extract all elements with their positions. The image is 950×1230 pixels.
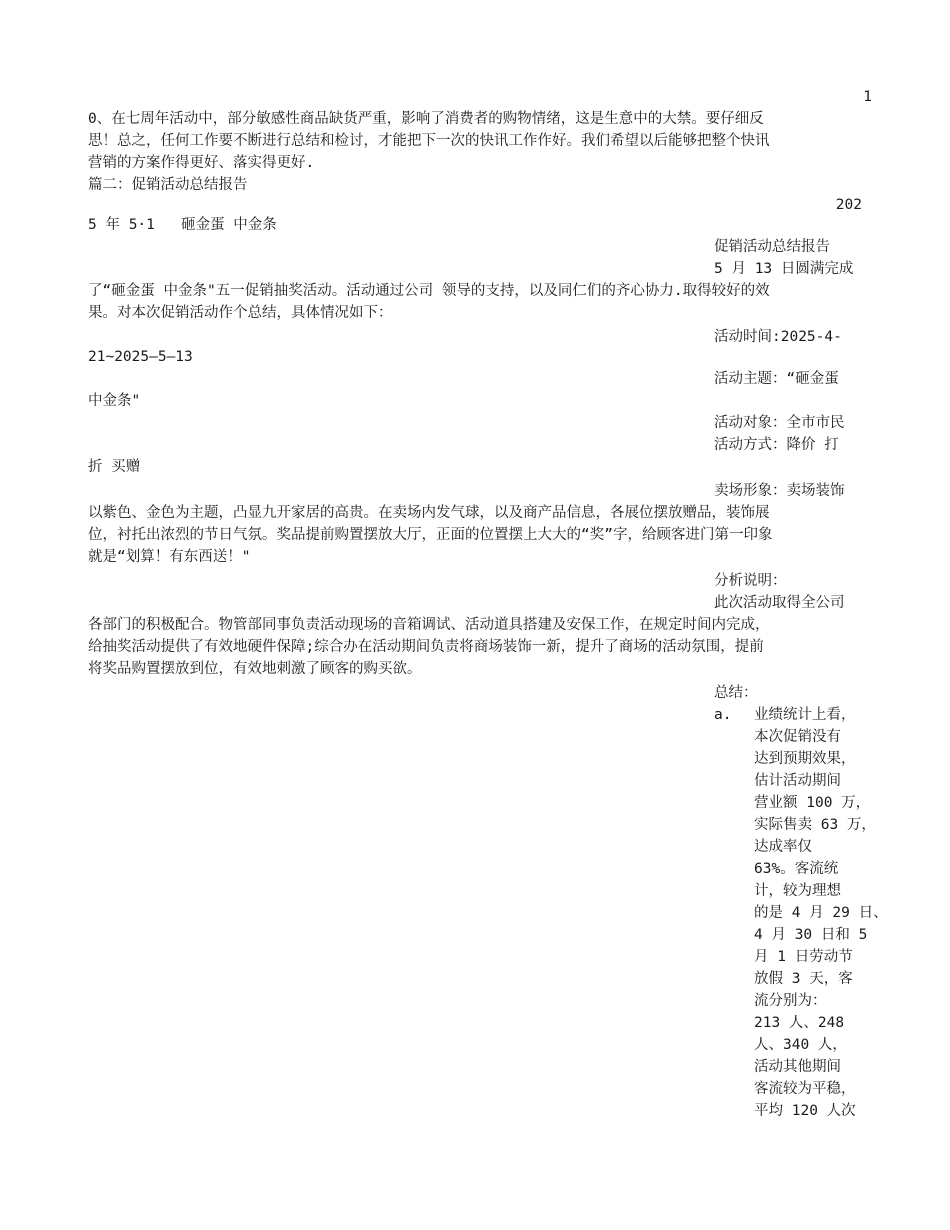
summary-line: 63%。客流统 bbox=[754, 861, 839, 877]
activity-time-cont: 21~2025—5—13 bbox=[88, 349, 193, 365]
paragraph-line: 思！总之，任何工作要不断进行总结和检讨，才能把下一次的快讯工作作好。我们希望以后能够把整个快讯 bbox=[88, 133, 770, 149]
summary-line: 的是 4 月 29 日、 bbox=[754, 905, 888, 921]
activity-method-cont: 折 买赠 bbox=[88, 459, 141, 475]
analysis-line: 各部门的积极配合。物管部同事负责活动现场的音箱调试、活动道具搭建及安保工作，在规定时间内完成， bbox=[88, 617, 770, 633]
store-image-line: 以紫色、金色为主题，凸显九开家居的高贵。在卖场内发气球，以及商产品信息，各展位摆放赠品，装饰展 bbox=[88, 505, 770, 521]
summary-list-marker: a. bbox=[714, 707, 732, 723]
summary-line: 达到预期效果， bbox=[754, 751, 856, 767]
summary-line: 月 1 日劳动节 bbox=[754, 949, 853, 965]
paragraph-line: 0、在七周年活动中，部分敏感性商品缺货严重，影响了消费者的购物情绪，这是生意中的大禁。要仔细反 bbox=[88, 111, 764, 127]
summary-line: 计，较为理想 bbox=[754, 883, 841, 899]
paragraph-line: 营销的方案作得更好、落实得更好. bbox=[88, 155, 315, 171]
section-title: 篇二：促销活动总结报告 bbox=[88, 177, 248, 193]
store-image-label: 卖场形象：卖场装饰 bbox=[714, 483, 845, 499]
year-fragment: 202 bbox=[835, 197, 862, 213]
summary-line: 业绩统计上看， bbox=[754, 707, 856, 723]
report-heading: 促销活动总结报告 bbox=[714, 239, 830, 255]
summary-line: 客流较为平稳， bbox=[754, 1081, 856, 1097]
analysis-start: 此次活动取得全公司 bbox=[714, 595, 845, 611]
summary-line: 营业额 100 万， bbox=[754, 795, 871, 811]
analysis-line: 给抽奖活动提供了有效地硬件保障;综合办在活动期间负责将商场装饰一新，提升了商场的活动氛围，提前 bbox=[88, 639, 764, 655]
activity-target: 活动对象：全市市民 bbox=[714, 415, 845, 431]
summary-line: 实际售卖 63 万， bbox=[754, 817, 876, 833]
activity-theme-label: 活动主题：“砸金蛋 bbox=[714, 371, 839, 387]
summary-line: 4 月 30 日和 5 bbox=[754, 927, 868, 943]
summary-line: 213 人、248 bbox=[754, 1015, 845, 1031]
store-image-line: 就是“划算！有东西送！" bbox=[88, 549, 251, 565]
summary-line: 平均 120 人次 bbox=[754, 1103, 856, 1119]
summary-line: 估计活动期间 bbox=[754, 773, 841, 789]
summary-line: 活动其他期间 bbox=[754, 1059, 841, 1075]
activity-time-label: 活动时间:2025-4- bbox=[714, 329, 842, 345]
page-number: 1 bbox=[863, 89, 872, 105]
summary-column bbox=[754, 704, 888, 1122]
summary-line: 流分别为： bbox=[754, 993, 827, 1009]
analysis-label: 分析说明： bbox=[714, 573, 787, 589]
store-image-line: 位，衬托出浓烈的节日气氛。奖品提前购置摆放大厅，正面的位置摆上大大的“奖”字，给顾客进门第一印象 bbox=[88, 527, 773, 543]
summary-line: 本次促销没有 bbox=[754, 729, 841, 745]
intro-line: 果。对本次促销活动作个总结，具体情况如下： bbox=[88, 305, 393, 321]
summary-label: 总结： bbox=[714, 685, 758, 701]
activity-method-label: 活动方式：降价 打 bbox=[714, 437, 839, 453]
summary-line: 达成率仅 bbox=[754, 839, 812, 855]
analysis-line: 将奖品购置摆放到位，有效地刺激了顾客的购买欲。 bbox=[88, 661, 422, 677]
activity-theme-cont: 中金条" bbox=[88, 393, 141, 409]
summary-line: 放假 3 天，客 bbox=[754, 971, 853, 987]
completed-line: 5 月 13 日圆满完成 bbox=[714, 261, 854, 277]
intro-line: 了“砸金蛋 中金条"五一促销抽奖活动。活动通过公司 领导的支持，以及同仁们的齐心协力.取得较好的效 bbox=[88, 283, 770, 299]
summary-line: 人、340 人， bbox=[754, 1037, 847, 1053]
event-line: 5 年 5·1 砸金蛋 中金条 bbox=[88, 217, 277, 233]
